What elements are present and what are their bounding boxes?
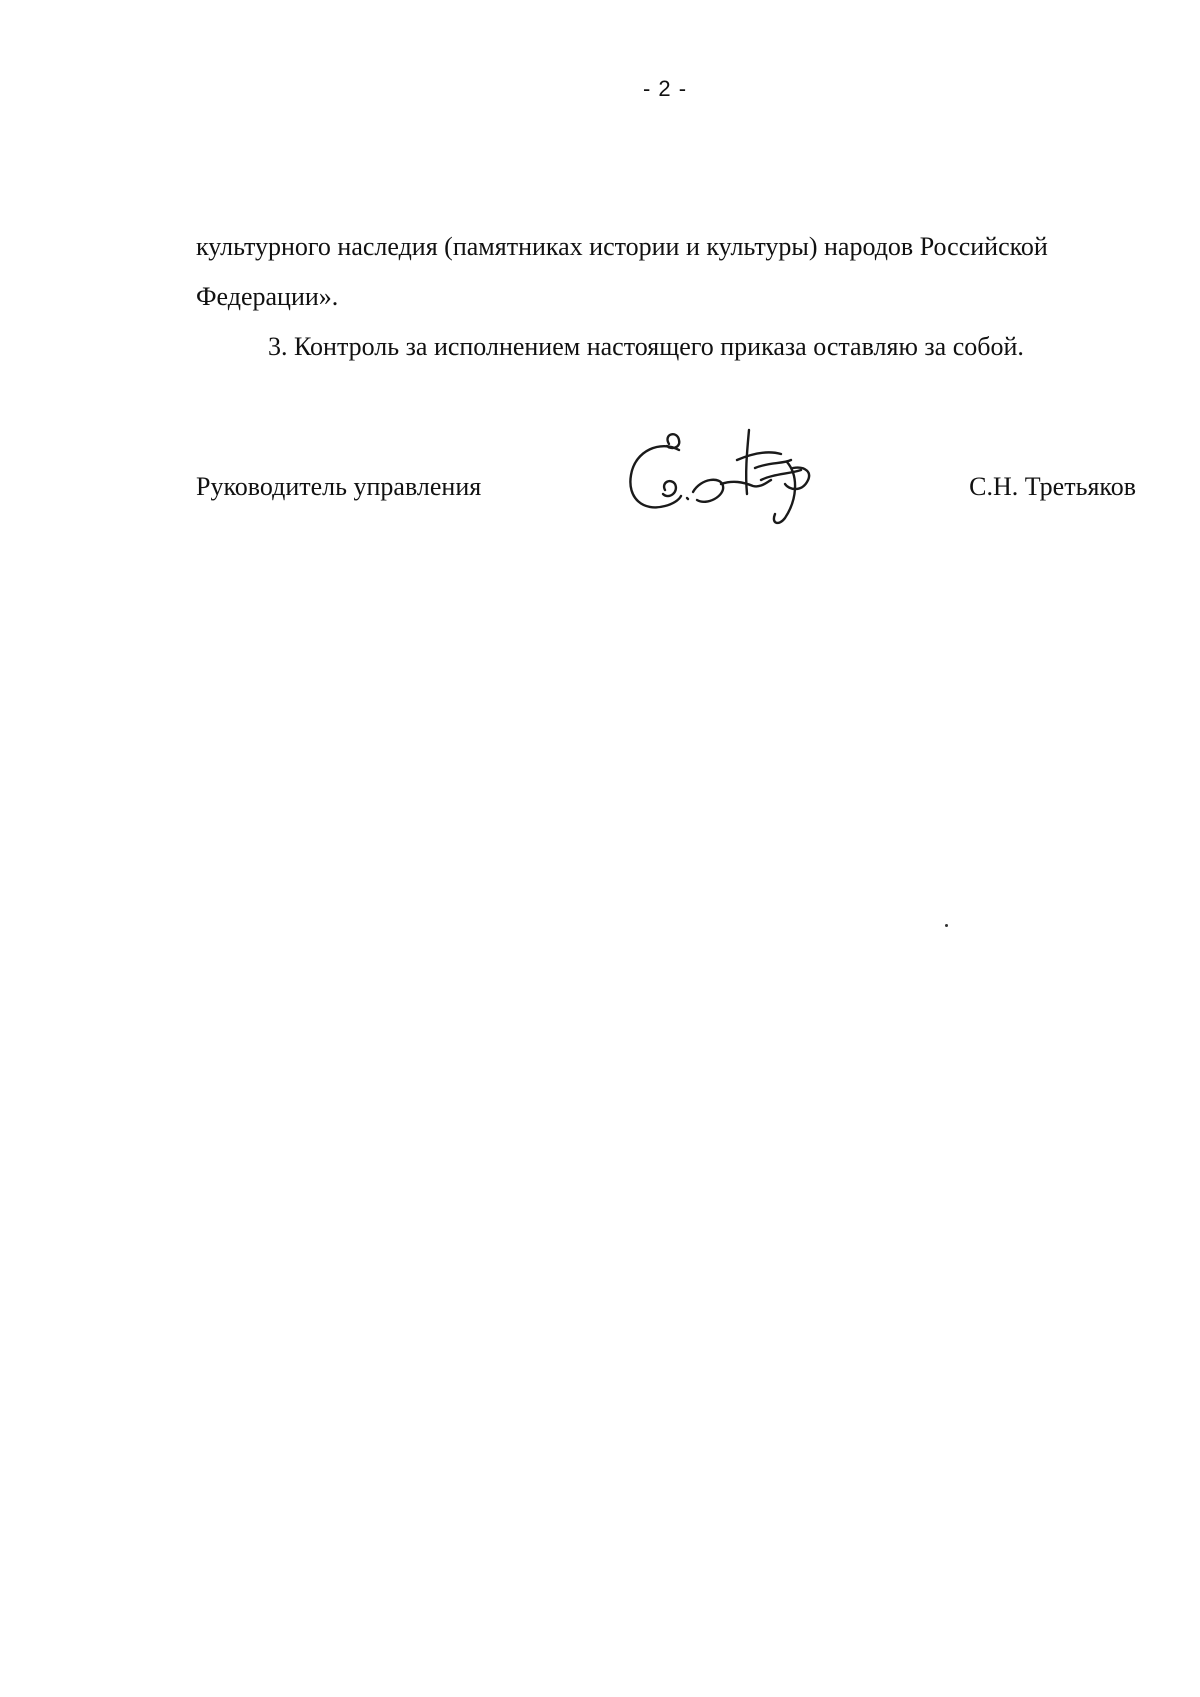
signatory-position: Руководитель управления (196, 472, 482, 501)
scan-speck (945, 924, 948, 927)
paragraph-line: культурного наследия (памятниках истории и культуры) народов Российской (196, 232, 1048, 261)
paragraph-control-clause: 3. Контроль за исполнением настоящего приказа оставляю за собой. (268, 332, 1024, 361)
signature-block (196, 420, 1136, 540)
handwritten-signature (621, 420, 831, 538)
signatory-name: С.Н. Третьяков (969, 472, 1136, 501)
paragraph-line: Федерации». (196, 282, 339, 311)
page-number: - 2 - (642, 76, 688, 101)
paragraph-continuation (196, 222, 1136, 322)
